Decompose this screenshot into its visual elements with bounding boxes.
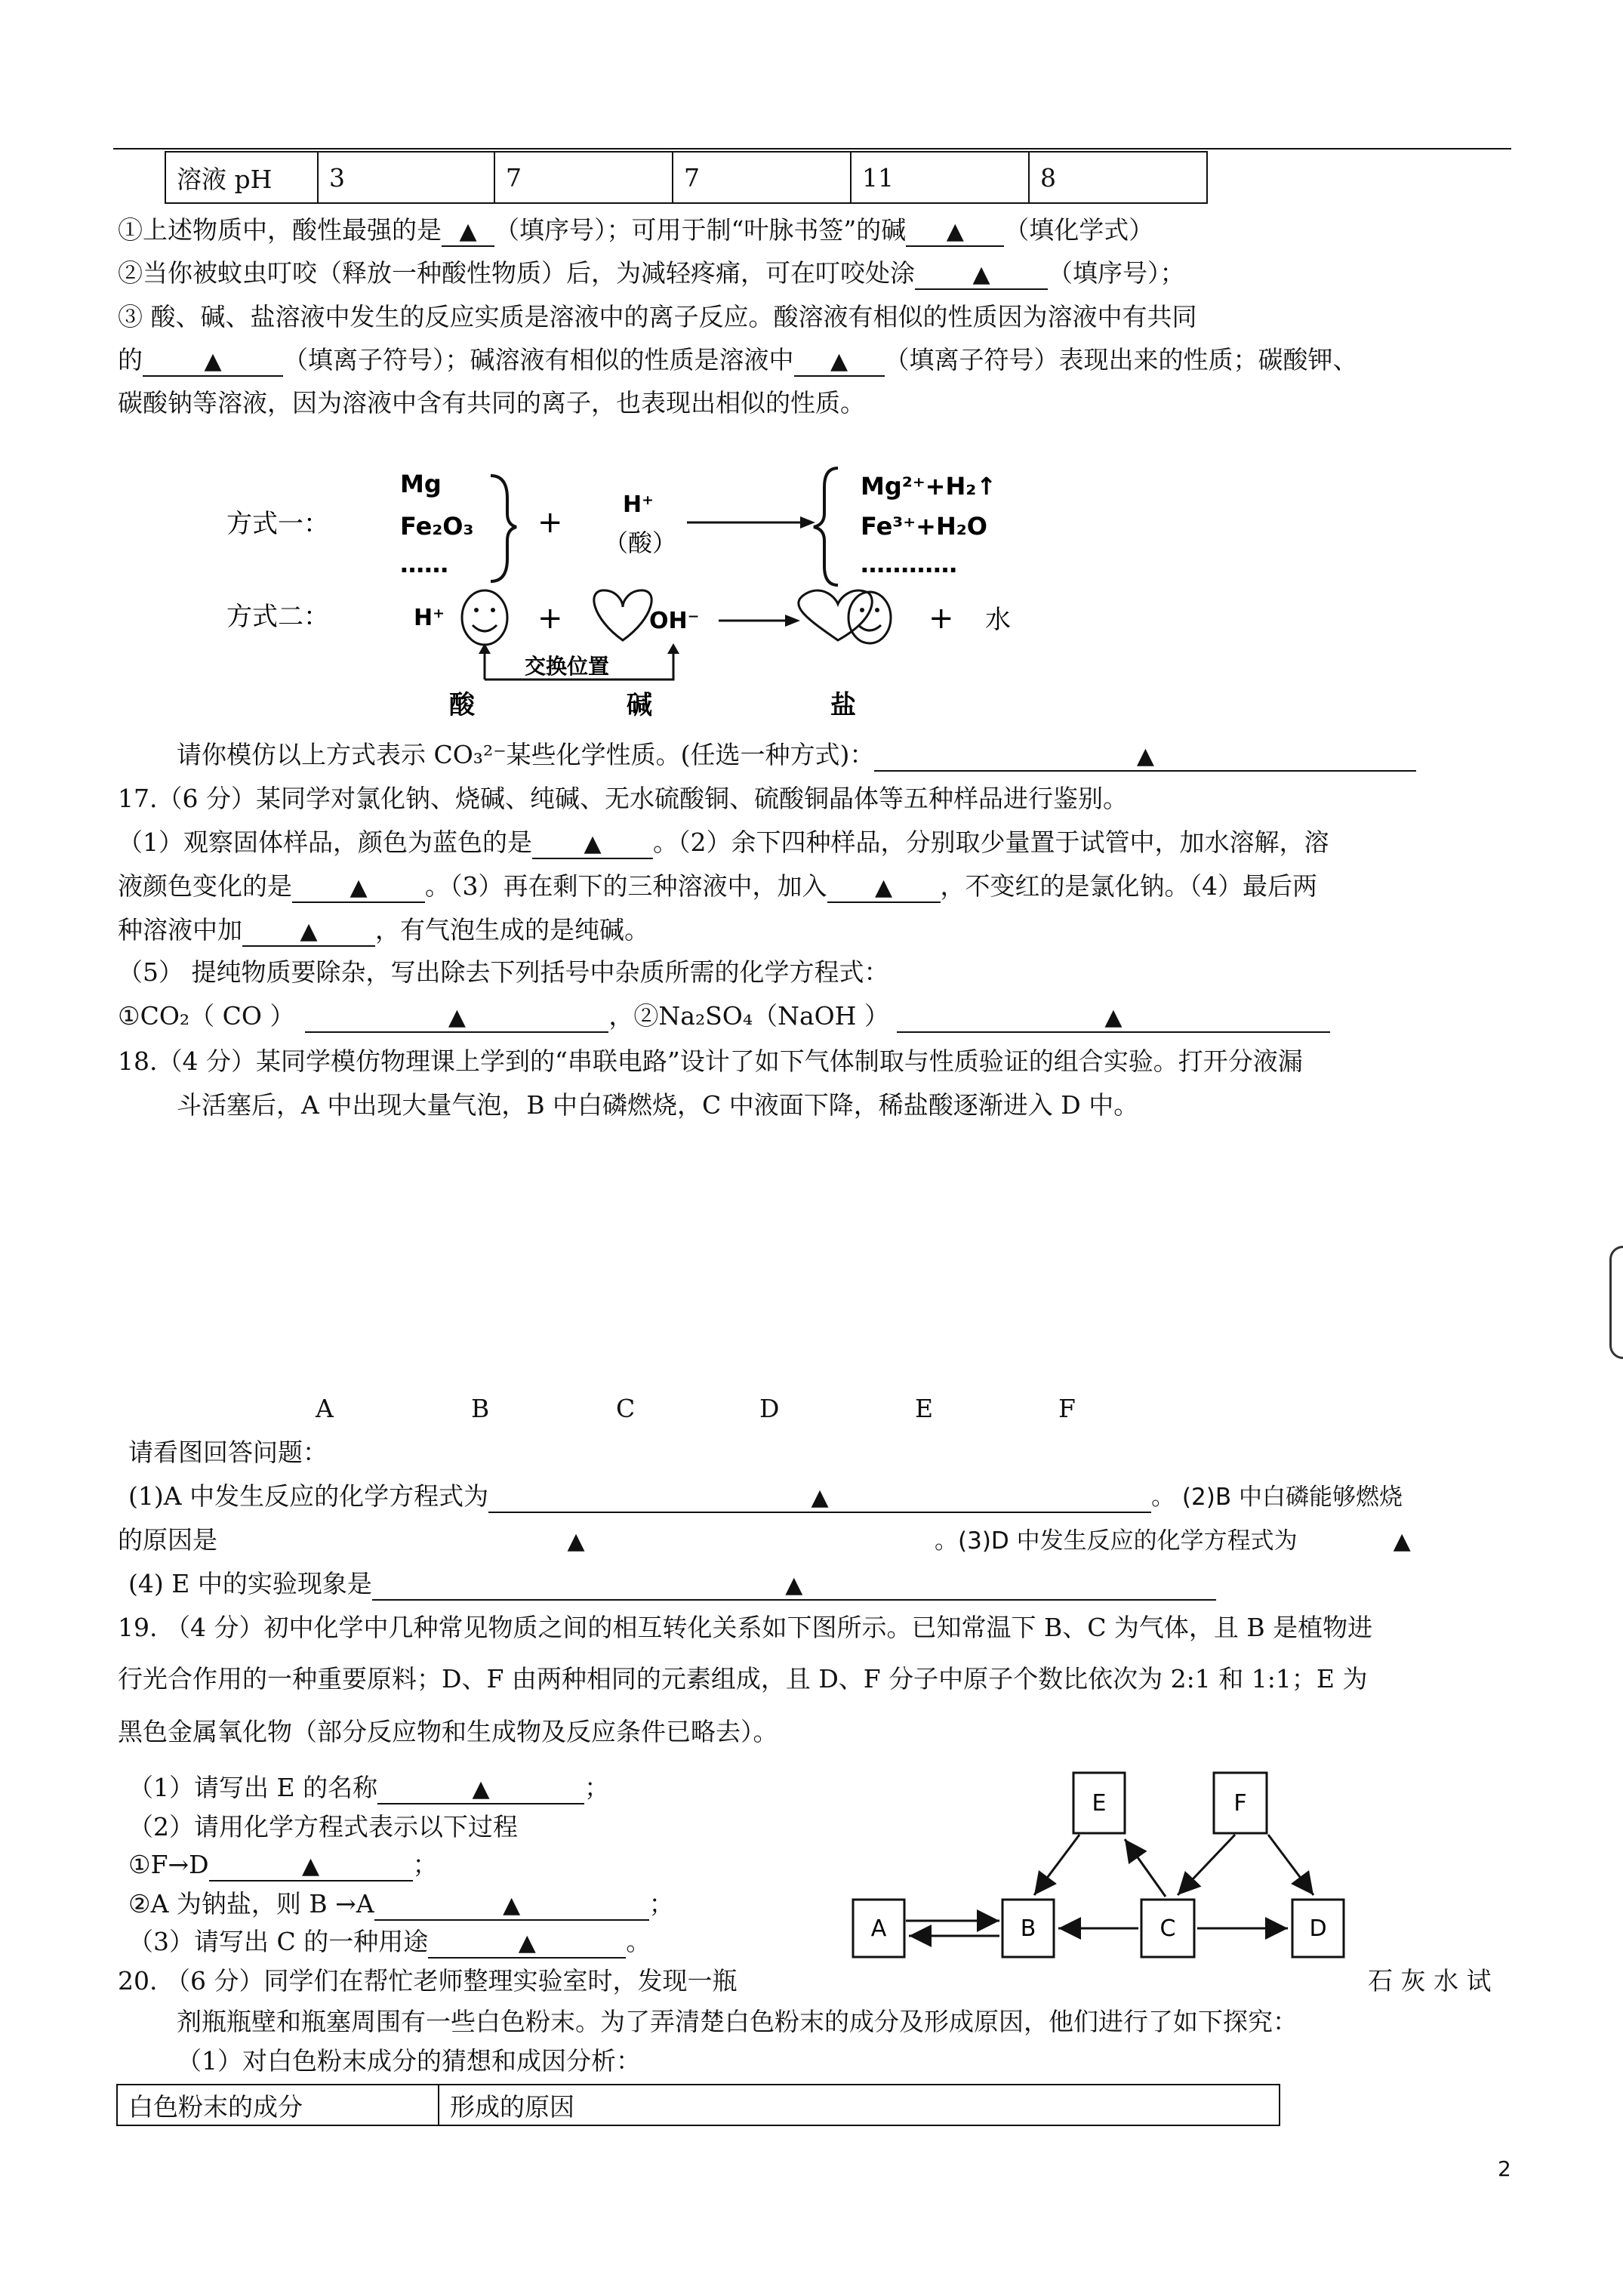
- mode1-product: Mg²⁺+H₂↑: [861, 472, 997, 501]
- arrow-f-to-d: [1268, 1835, 1313, 1895]
- mode2-salt: 盐: [830, 690, 856, 720]
- smiley-icon: [848, 592, 891, 643]
- q18-title-2: 斗活塞后，A 中出现大量气泡，B 中白磷燃烧，C 中液面下降，稀盐酸逐渐进入 D 中。: [177, 1090, 1139, 1120]
- mode1-product: …………: [861, 550, 957, 578]
- apparatus-label: E: [915, 1394, 934, 1423]
- q19-line-3: 黑色金属氧化物（部分反应物和生成物及反应条件已略去）。: [118, 1717, 778, 1746]
- mode1-label: 方式一：: [226, 509, 329, 539]
- q17-line-4: （5） 提纯物质要除杂，写出除去下列括号中杂质所需的化学方程式：: [118, 957, 889, 987]
- reaction-diagram: [211, 453, 1117, 725]
- node-label: C: [1160, 1915, 1176, 1942]
- mode1-h-ion: H⁺: [623, 492, 654, 518]
- arrow-c-to-e: [1125, 1839, 1166, 1897]
- q17-line-5: ①CO₂（ CO ） ▲ ，②Na₂SO₄（NaOH ） ▲: [118, 1000, 1330, 1033]
- ph-value: 3: [318, 152, 494, 203]
- q19-part-5: （3）请写出 C 的一种用途 ▲ 。: [128, 1925, 651, 1959]
- q19-part-3: ①F→D ▲ ；: [128, 1848, 438, 1881]
- table-header-reason: 形成的原因: [439, 2085, 1280, 2125]
- q16-line-3: ③ 酸、碱、盐溶液中发生的反应实质是溶液中的离子反应。酸溶液有相似的性质因为溶液中有共同: [118, 302, 1197, 331]
- apparatus-label: B: [471, 1394, 490, 1423]
- node-label: E: [1092, 1790, 1107, 1817]
- heart-icon: [594, 590, 651, 640]
- mode1-reactant: Fe₂O₃: [400, 512, 474, 541]
- top-rule: [113, 148, 1511, 149]
- arrow-f-to-c: [1178, 1835, 1235, 1895]
- q19-line-1: 19. （4 分）初中化学中几种常见物质之间的相互转化关系如下图所示。已知常温下 B、C 为气体，且 B 是植物进: [118, 1613, 1373, 1642]
- page-edge-tab: [1609, 1246, 1623, 1359]
- node-label: F: [1233, 1790, 1247, 1817]
- ph-value: 11: [851, 152, 1029, 203]
- q16-line-5: 碳酸钠等溶液，因为溶液中含有共同的离子，也表现出相似的性质。: [118, 388, 865, 418]
- apparatus-label: F: [1058, 1394, 1076, 1423]
- plus-sign: +: [537, 601, 563, 636]
- mode1-product: Fe³⁺+H₂O: [861, 512, 987, 541]
- node-label: B: [1020, 1915, 1036, 1942]
- q19-part-1: （1）请写出 E 的名称 ▲ ；: [128, 1771, 609, 1804]
- q16-line-2: ②当你被蚊虫叮咬（释放一种酸性物质）后，为减轻疼痛，可在叮咬处涂 ▲ （填序号）；: [118, 257, 1185, 290]
- mode1-reactant: Mg: [400, 470, 442, 498]
- swap-label: 交换位置: [525, 654, 610, 679]
- plus-sign: +: [929, 601, 954, 636]
- q20-line-1-end: 石 灰 水 试: [1368, 1966, 1492, 1996]
- q16-line-1: ①上述物质中，酸性最强的是 ▲ （填序号）；可用于制“叶脉书签”的碱 ▲ （填化学式）: [118, 214, 1153, 247]
- arrow-up-icon: [667, 643, 679, 654]
- mode2-oh-ion: OH⁻: [649, 608, 700, 634]
- q20-line-3: （1）对白色粉末成分的猜想和成因分析：: [177, 2046, 641, 2076]
- smiley-icon: [462, 590, 507, 645]
- q17-line-2: 液颜色变化的是 ▲ 。（3）再在剩下的三种溶液中，加入 ▲ ，不变红的是氯化钠。（4）最后两: [118, 870, 1317, 903]
- q19-line-2: 行光合作用的一种重要原料；D、F 由两种相同的元素组成，且 D、F 分子中原子个数比依次为 2:1 和 1:1；E 为: [118, 1664, 1368, 1693]
- ph-value: 8: [1029, 152, 1207, 203]
- q17-line-3: 种溶液中加 ▲ ，有气泡生成的是纯碱。: [118, 914, 649, 947]
- mode2-acid: 酸: [449, 690, 475, 720]
- q18-line-1: (1)A 中发生反应的化学方程式为 ▲ 。 (2)B 中白磷能够燃烧: [128, 1480, 1403, 1514]
- q18-ask: 请看图回答问题：: [128, 1438, 328, 1467]
- ph-value: 7: [673, 152, 851, 203]
- heart-icon: [799, 590, 872, 640]
- q19-part-4: ②A 为钠盐，则 B →A ▲ ；: [128, 1888, 674, 1921]
- q17-title: 17.（6 分）某同学对氯化钠、烧碱、纯碱、无水硫酸铜、硫酸铜晶体等五种样品进行鉴别。: [118, 784, 1128, 813]
- q18-title: 18.（4 分）某同学模仿物理课上学到的“串联电路”设计了如下气体制取与性质验证的组合实验。打开分液漏: [118, 1046, 1303, 1076]
- q17-line-1: （1）观察固体样品，颜色为蓝色的是 ▲ 。（2）余下四种样品，分别取少量置于试管中，加水溶解，溶: [118, 826, 1329, 859]
- plus-sign: +: [537, 505, 563, 540]
- q19-part-2: （2）请用化学方程式表示以下过程: [128, 1812, 518, 1841]
- q20-table: [116, 2084, 1280, 2126]
- q16-imitate: 请你模仿以上方式表示 CO₃²⁻某些化学性质。(任选一种方式)： ▲: [177, 738, 1416, 772]
- q16-line-4: 的 ▲ （填离子符号）；碱溶液有相似的性质是溶液中 ▲ （填离子符号）表现出来的性质；碳酸钾、: [118, 344, 1358, 377]
- ph-label: 溶液 pH: [165, 152, 318, 203]
- q18-line-2: 的原因是 ▲ 。(3)D 中发生反应的化学方程式为 ▲: [118, 1525, 1411, 1555]
- mode1-acid: （酸）: [604, 529, 677, 557]
- node-label: D: [1309, 1915, 1327, 1942]
- ph-value: 7: [494, 152, 673, 203]
- apparatus-label: A: [316, 1394, 334, 1423]
- apparatus-label: C: [616, 1394, 636, 1423]
- ph-table: [165, 151, 1208, 204]
- node-label: A: [870, 1915, 887, 1942]
- mode1-reactant: ……: [400, 550, 448, 578]
- apparatus-label: D: [759, 1394, 780, 1423]
- q18-line-3: (4) E 中的实验现象是 ▲: [128, 1567, 1216, 1601]
- arrow-e-to-b: [1034, 1835, 1079, 1895]
- mode2-water: 水: [985, 605, 1011, 635]
- relation-diagram: [845, 1767, 1374, 1963]
- q20-line-2: 剂瓶瓶壁和瓶塞周围有一些白色粉末。为了弄清楚白色粉末的成分及形成原因，他们进行了如下探究：: [177, 2007, 1298, 2036]
- mode2-base: 碱: [627, 690, 652, 720]
- arrow-head-icon: [785, 615, 800, 627]
- mode2-h-ion: H⁺: [414, 605, 445, 631]
- q20-line-1: 20. （6 分）同学们在帮忙老师整理实验室时，发现一瓶: [118, 1966, 738, 1996]
- left-brace-icon: [814, 468, 838, 585]
- right-brace-icon: [491, 476, 516, 581]
- mode2-label: 方式二：: [226, 602, 329, 632]
- page-number: 2: [1498, 2156, 1511, 2181]
- arrow-head-icon: [800, 516, 815, 529]
- table-header-composition: 白色粉末的成分: [117, 2085, 439, 2125]
